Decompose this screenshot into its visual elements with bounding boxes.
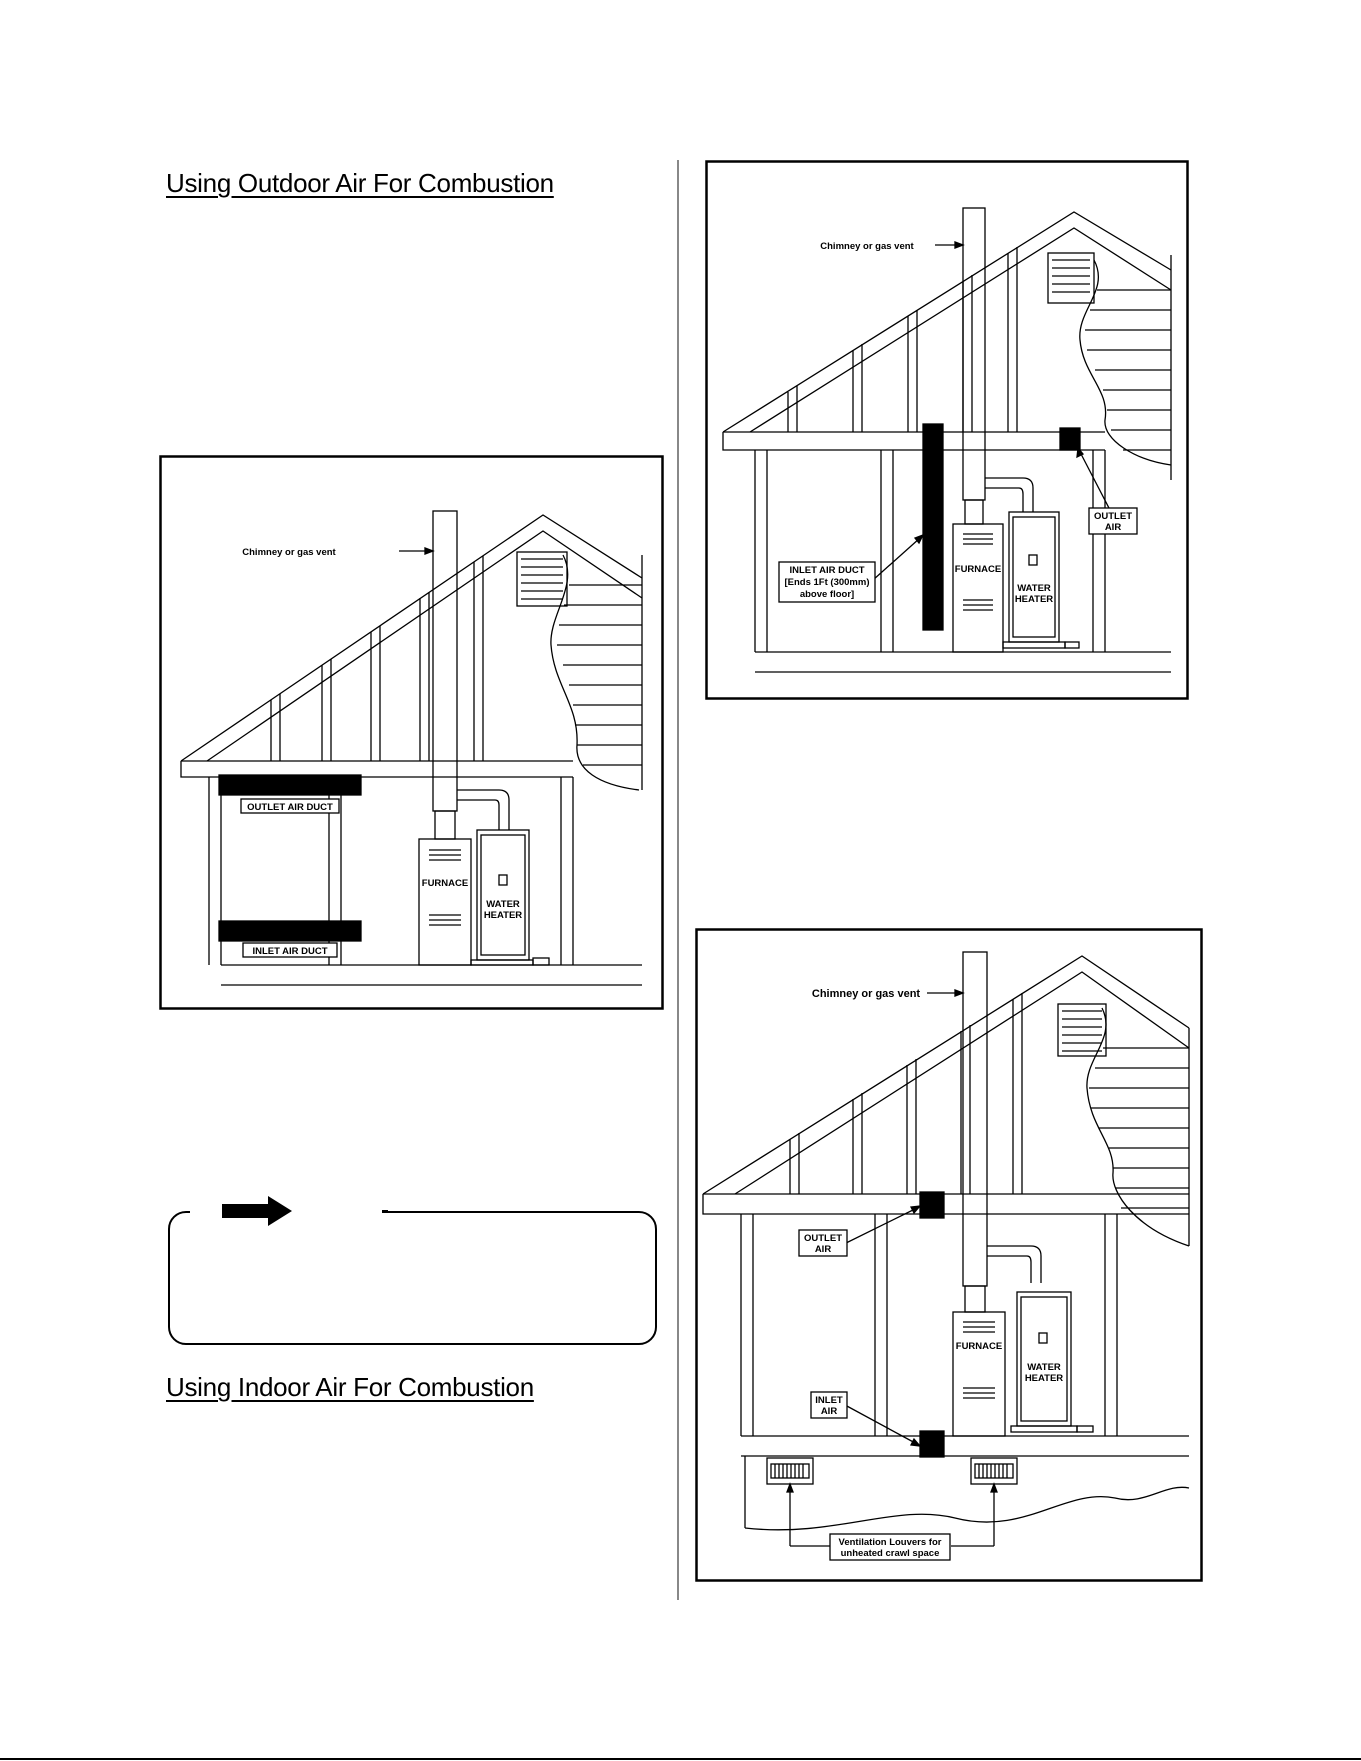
label-inlet-duct-line1: INLET AIR DUCT <box>789 565 865 576</box>
label-heater: HEATER <box>1024 1373 1064 1384</box>
label-outlet-air-duct: OUTLET AIR DUCT <box>247 802 333 813</box>
label-outlet-line2: AIR <box>1104 522 1122 533</box>
label-water: WATER <box>486 899 520 910</box>
column-divider <box>677 160 679 1600</box>
label-chimney: Chimney or gas vent <box>811 988 921 1000</box>
figure-attic-ducts <box>705 160 1189 700</box>
label-water: WATER <box>1027 1362 1061 1373</box>
label-inlet-air-duct: INLET AIR DUCT <box>252 946 328 957</box>
label-chimney: Chimney or gas vent <box>242 547 336 558</box>
label-heater: HEATER <box>483 910 523 921</box>
label-furnace: FURNACE <box>954 564 1002 575</box>
label-outlet-line1: OUTLET <box>1094 511 1132 522</box>
label-furnace: FURNACE <box>955 1341 1003 1352</box>
note-box-header-line <box>382 1210 388 1212</box>
figure-outdoor-ducts <box>159 455 664 1010</box>
label-water: WATER <box>1017 583 1051 594</box>
label-inlet-duct-line2: [Ends 1Ft (300mm) <box>784 577 870 588</box>
label-vent-line2: unheated crawl space <box>840 1548 940 1559</box>
label-inlet-line2: AIR <box>820 1406 838 1417</box>
label-heater: HEATER <box>1014 594 1054 605</box>
label-inlet-duct-line3: above floor] <box>799 589 855 600</box>
label-inlet-line1: INLET <box>815 1395 843 1406</box>
figure-crawl-space <box>695 928 1203 1582</box>
label-outlet-line1: OUTLET <box>804 1233 842 1244</box>
page-bottom-rule <box>0 1758 1361 1760</box>
label-outlet-line2: AIR <box>814 1244 832 1255</box>
label-vent-line1: Ventilation Louvers for <box>838 1537 942 1548</box>
heading-indoor-air: Using Indoor Air For Combustion <box>166 1372 534 1402</box>
label-chimney: Chimney or gas vent <box>820 241 914 252</box>
heading-outdoor-air: Using Outdoor Air For Combustion <box>166 168 554 198</box>
right-arrow-icon <box>222 1196 292 1226</box>
note-box <box>168 1211 657 1345</box>
label-furnace: FURNACE <box>421 878 469 889</box>
